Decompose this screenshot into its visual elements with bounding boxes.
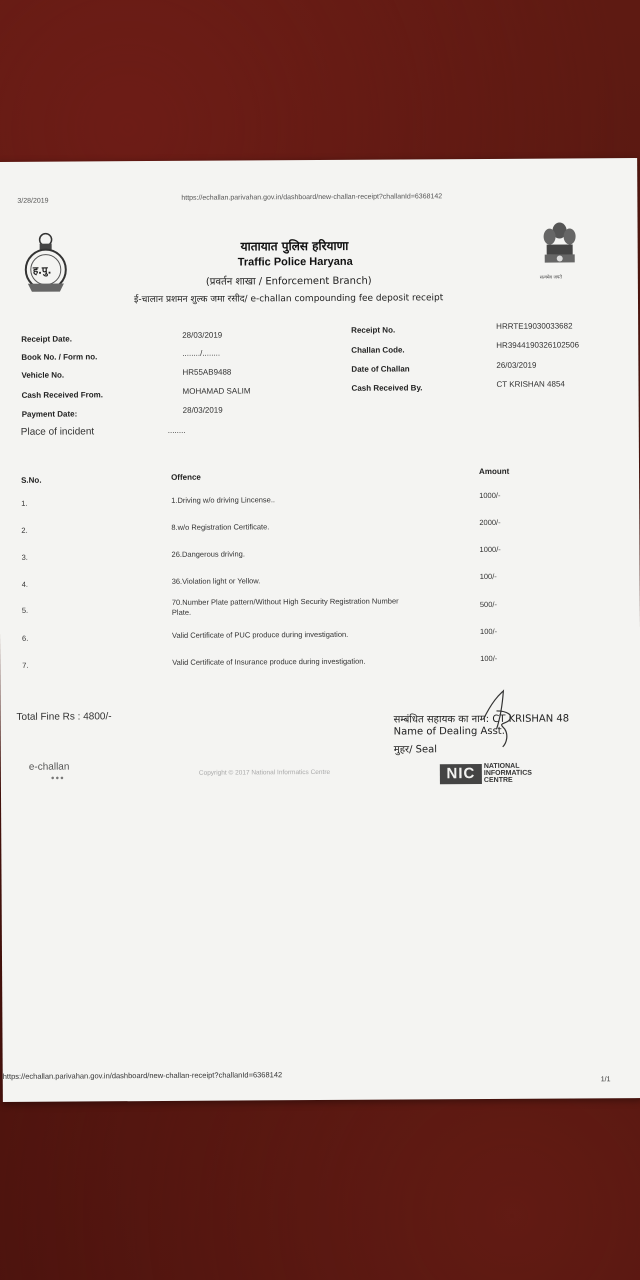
table-row-sno: 6. — [22, 633, 29, 643]
vehicle-no-label: Vehicle No. — [21, 370, 65, 380]
nic-name-line3: CENTRE — [483, 776, 513, 785]
table-row-sno: 1. — [21, 498, 28, 508]
receipt-title: ई-चालान प्रशमन शुल्क जमा रसीद/ e-challan compounding fee deposit receipt — [133, 293, 444, 306]
copyright: Copyright © 2017 National Informatics Centre — [198, 768, 331, 777]
table-row-offence-cont: Plate. — [171, 607, 192, 617]
total-fine: Total Fine Rs : 4800/- — [16, 711, 112, 723]
cash-received-from-label: Cash Received From. — [21, 390, 103, 400]
seal-label: मुहर/ Seal — [393, 744, 438, 756]
receipt-no-label: Receipt No. — [351, 325, 396, 335]
date-of-challan-value: 26/03/2019 — [496, 360, 537, 370]
table-row-offence: 1.Driving w/o driving Lincense.. — [171, 495, 276, 505]
table-row-offence: 8.w/o Registration Certificate. — [171, 522, 270, 532]
table-row-sno: 3. — [21, 552, 28, 562]
table-row-offence: 26.Dangerous driving. — [171, 549, 245, 559]
table-row-amount: 1000/- — [479, 490, 501, 501]
table-row-sno: 2. — [21, 525, 28, 535]
table-row-sno: 5. — [21, 605, 29, 615]
place-of-incident-label: Place of incident — [20, 426, 95, 438]
print-footer-url: https://echallan.parivahan.gov.in/dashboard/new-challan-receipt?challanId=6368142 — [2, 1070, 283, 1081]
echallan-dots: ●●● — [50, 775, 65, 782]
table-row-offence: 70.Number Plate pattern/Without High Security Registration Number — [171, 596, 399, 607]
emblem-caption: सत्यमेव जयते — [539, 275, 562, 281]
nic-name-line1: NATIONAL — [483, 762, 520, 771]
nic-name — [484, 763, 532, 784]
receipt-no-value: HRRTE19030033682 — [496, 321, 573, 331]
book-no-value: ......../........ — [182, 348, 221, 358]
echallan-logo: e-challan — [28, 761, 70, 773]
table-row-sno: 4. — [21, 579, 29, 589]
sno-header: S.No. — [21, 475, 42, 485]
table-row-amount: 2000/- — [479, 517, 501, 528]
title-english: Traffic Police Haryana — [237, 255, 353, 269]
cash-received-by-value: CT KRISHAN 4854 — [496, 379, 565, 389]
national-emblem — [539, 220, 578, 281]
payment-date-label: Payment Date: — [21, 409, 78, 419]
table-row-amount: 100/- — [480, 653, 498, 664]
payment-date-value: 28/03/2019 — [182, 405, 223, 415]
amount-header: Amount — [479, 466, 510, 477]
vehicle-no-value: HR55AB9488 — [182, 367, 232, 377]
nic-logo: NIC — [440, 764, 482, 784]
dealing-assistant-name: सम्बंधित सहायक का नाम: CT KRISHAN 48 — [393, 713, 570, 726]
branch-title: (प्रवर्तन शाखा / Enforcement Branch) — [205, 275, 372, 288]
place-of-incident-value: ........ — [167, 425, 186, 435]
table-row-amount: 500/- — [479, 599, 497, 610]
table-row-amount: 100/- — [479, 626, 498, 637]
challan-code-label: Challan Code. — [351, 345, 405, 355]
haryana-police-logo — [20, 232, 72, 298]
challan-code-value: HR3944190326102506 — [496, 340, 580, 350]
print-date: 3/28/2019 — [17, 197, 49, 205]
cash-received-from-value: MOHAMAD SALIM — [182, 386, 251, 396]
title-hindi: यातायात पुलिस हरियाणा — [240, 238, 349, 254]
handwritten-signature — [478, 689, 528, 749]
table-row-offence: Valid Certificate of Insurance produce during investigation. — [172, 656, 366, 667]
dealing-assistant-label: Name of Dealing Asst. — [393, 725, 505, 738]
nic-name-line2: INFORMATICS — [483, 769, 532, 778]
logo-text: ह.पु. — [32, 265, 52, 277]
table-row-offence: 36.Violation light or Yellow. — [171, 576, 261, 586]
receipt-date-label: Receipt Date. — [21, 334, 72, 344]
table-row-amount: 100/- — [479, 571, 497, 582]
cash-received-by-label: Cash Received By. — [351, 383, 423, 393]
receipt-paper — [0, 158, 640, 1102]
print-url: https://echallan.parivahan.gov.in/dashboard/new-challan-receipt?challanId=6368142 — [181, 193, 443, 202]
receipt-date-value: 28/03/2019 — [182, 330, 223, 340]
offence-header: Offence — [171, 472, 201, 482]
table-row-offence: Valid Certificate of PUC produce during investigation. — [172, 629, 349, 640]
book-no-label: Book No. / Form no. — [21, 352, 98, 362]
date-of-challan-label: Date of Challan — [351, 364, 410, 374]
table-row-sno: 7. — [22, 660, 29, 670]
page-number: 1/1 — [600, 1076, 611, 1084]
table-row-amount: 1000/- — [479, 544, 501, 555]
